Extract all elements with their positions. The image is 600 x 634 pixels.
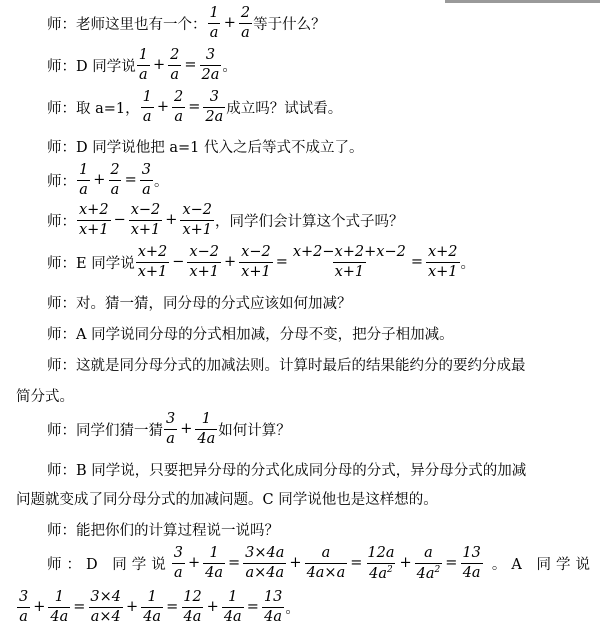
math-operator: +	[187, 555, 201, 572]
denominator: 4a	[143, 608, 162, 625]
line-15: 师：能把你们的计算过程说一说吗？	[47, 523, 279, 539]
denominator: 4a×a	[306, 564, 346, 581]
fraction	[141, 590, 163, 624]
fraction	[164, 412, 177, 446]
fraction	[415, 546, 443, 581]
denominator: a	[166, 430, 175, 447]
math-operator: =	[350, 555, 363, 572]
denominator: $4a^2$	[369, 564, 393, 582]
math-operator: +	[399, 555, 412, 572]
fraction	[243, 546, 286, 580]
fraction	[48, 590, 70, 624]
math-operator: +	[126, 599, 139, 615]
fraction	[140, 163, 153, 197]
denominator: 4a	[197, 430, 216, 447]
fraction	[365, 546, 396, 581]
fraction	[426, 245, 460, 279]
numerator: x+2	[79, 202, 109, 218]
denominator: a×4a	[245, 564, 285, 581]
line-5: 师： $\frac{1}{a}$ + $\frac{2}{a}$ = $\frac{3}{a}$ 。	[47, 162, 169, 198]
top-bar-fragment	[445, 0, 600, 3]
line-1	[47, 6, 326, 40]
fraction	[222, 590, 244, 624]
fraction	[203, 546, 225, 580]
math-operator: +	[223, 15, 236, 31]
fraction	[181, 590, 203, 624]
numerator: 1	[142, 89, 152, 105]
fraction	[77, 163, 90, 197]
math-operator: =	[184, 57, 197, 73]
denominator: 4a	[50, 608, 69, 625]
fraction	[305, 546, 348, 580]
denominator: a	[241, 24, 250, 41]
fraction	[239, 245, 273, 279]
denominator: x+1	[334, 263, 365, 280]
fraction	[172, 546, 185, 580]
line-9: 师：A 同学说同分母的分式相加减，分母不变，把分子相加减。	[47, 327, 454, 343]
numerator: x+2	[137, 244, 168, 260]
denominator: 4a	[223, 608, 242, 625]
line-14: 问题就变成了同分母分式的加减问题。C 同学说他也是这样想的。	[16, 492, 438, 508]
numerator: 1	[209, 545, 219, 562]
math-operator: =	[410, 254, 423, 270]
fraction	[168, 48, 181, 82]
math-operator: +	[289, 555, 302, 572]
numerator: x−2	[182, 202, 212, 218]
math-operator: =	[73, 599, 86, 615]
numerator: 12a	[367, 545, 395, 561]
numerator: 1	[147, 589, 157, 605]
denominator: x+1	[241, 263, 271, 280]
numerator: 2	[240, 5, 251, 21]
math-operator: +	[223, 254, 237, 270]
denominator: a	[170, 66, 180, 83]
numerator: 1	[138, 47, 148, 63]
line-2: 师：D 同学说 $\frac{1}{a}$ + $\frac{2}{a}$ = $\frac{3}{2a}$ 。	[47, 47, 237, 83]
denominator: a	[142, 108, 152, 125]
fraction	[136, 245, 170, 279]
fraction-1-over-a	[208, 6, 221, 40]
line-1-suffix: 等于什么？	[253, 16, 326, 33]
denominator: $4a^2$	[416, 564, 441, 582]
numerator: 13	[462, 545, 481, 562]
fraction	[180, 203, 214, 237]
fraction	[203, 90, 225, 124]
math-operator: +	[180, 421, 193, 437]
denominator: x+1	[189, 263, 219, 280]
line-1-prefix: 师：老师这里也有一个：	[47, 16, 207, 33]
fraction	[200, 48, 222, 82]
math-operator: +	[152, 57, 166, 73]
numerator: 3	[141, 162, 152, 178]
numerator: 3	[209, 89, 219, 105]
fraction	[262, 590, 284, 624]
numerator: 3×4a	[245, 545, 285, 562]
numerator: x+2−x+2+x−2	[292, 244, 406, 260]
numerator: 1	[228, 589, 238, 605]
denominator: a	[110, 181, 120, 198]
numerator: 3	[205, 47, 216, 63]
math-operator: +	[206, 599, 219, 615]
line-4: 师：D 同学说他把 a=1 代入之后等式不成立了。	[47, 140, 364, 156]
denominator: 2a	[201, 66, 220, 83]
numerator: 13	[263, 589, 283, 605]
fraction	[172, 90, 185, 124]
math-operator: =	[228, 555, 241, 572]
math-operator: =	[275, 254, 288, 270]
math-operator: +	[165, 212, 178, 228]
line-13: 师：B 同学说，只要把异分母的分式化成同分母的分式，异分母分式的加减	[47, 463, 527, 479]
line-16: 师：D 同学说 $\frac{3}{a}$ + $\frac{1}{4a}$ = $\frac{3\times 4a}{a\times 4a}$ + $\frac{a}{4a\times a}$ = $\frac{12a}{4a^2}$ + $\frac{a}{4a^2}$ = $\frac{13}{4a}$ 。A 同学说	[47, 545, 595, 582]
denominator: x+1	[427, 263, 458, 280]
line-7: 师：E 同学说 $\frac{x+2}{x+1}$ − $\frac{x-2}{x+1}$ + $\frac{x-2}{x+1}$ = $\frac{x+2-x+2+x-2}{x+1}$ = $\frac{x+2}{x+1}$ 。	[47, 244, 476, 280]
numerator: x+2	[427, 244, 458, 260]
fraction	[460, 546, 482, 580]
numerator: x−2	[130, 202, 161, 218]
numerator: 1	[54, 589, 64, 605]
denominator: a	[209, 24, 219, 41]
numerator: x−2	[241, 244, 271, 260]
math-operator: −	[113, 212, 126, 228]
numerator: 3×4	[90, 589, 122, 605]
fraction	[88, 590, 123, 624]
fraction	[129, 203, 163, 237]
line-6: 师： $\frac{x+2}{x+1}$ − $\frac{x-2}{x+1}$ + $\frac{x-2}{x+1}$ ，同学们会计算这个式子吗？	[47, 202, 404, 238]
denominator: a	[139, 66, 148, 83]
math-operator: =	[445, 555, 458, 572]
denominator: a	[19, 608, 28, 625]
line-17: $\frac{3}{a}$ + $\frac{1}{4a}$ = $\frac{3\times 4}{a\times 4}$ + $\frac{1}{4a}$ = $\frac{12}{4a}$ + $\frac{1}{4a}$ = $\frac{13}{4a}$ 。	[19, 589, 300, 625]
denominator: a	[174, 108, 183, 125]
line-10: 师：这就是同分母分式的加减法则。计算时最后的结果能约分的要约分成最	[47, 358, 526, 374]
fraction	[108, 163, 121, 197]
numerator: a	[424, 545, 433, 561]
denominator: a×4	[90, 608, 121, 625]
denominator: 2a	[205, 108, 224, 125]
fraction	[195, 412, 217, 446]
denominator: a	[174, 564, 183, 581]
denominator: 4a	[264, 608, 283, 625]
fraction	[187, 245, 221, 279]
numerator: 1	[79, 162, 89, 178]
fraction	[17, 590, 30, 624]
line-12: 师：同学们猜一猜 $\frac{3}{a}$ + $\frac{1}{4a}$ 如何计算？	[47, 411, 291, 447]
math-operator: +	[156, 99, 170, 115]
numerator: 1	[201, 411, 211, 427]
math-operator: −	[172, 254, 185, 270]
denominator: 4a	[205, 564, 223, 581]
fraction	[137, 48, 150, 82]
denominator: x+1	[137, 263, 168, 280]
numerator: 1	[209, 5, 219, 21]
fraction	[77, 203, 111, 237]
numerator: 3	[19, 589, 29, 605]
numerator: 3	[166, 411, 176, 427]
line-3: 师：取 a=1， $\frac{1}{a}$ + $\frac{2}{a}$ = $\frac{3}{2a}$ 成立吗？试试看。	[47, 89, 343, 125]
math-operator: =	[124, 172, 137, 188]
denominator: x+1	[182, 221, 212, 238]
numerator: 12	[183, 589, 202, 605]
math-operator: =	[188, 99, 201, 115]
numerator: x−2	[189, 244, 219, 260]
math-operator: +	[33, 599, 46, 615]
numerator: 2	[174, 89, 184, 105]
denominator: 4a	[183, 608, 202, 625]
fraction-2-over-a	[239, 6, 252, 40]
denominator: 4a	[462, 564, 481, 581]
math-operator: =	[246, 599, 259, 615]
line-11: 简分式。	[16, 389, 74, 405]
fraction	[291, 245, 408, 279]
denominator: a	[79, 181, 88, 198]
line-8: 师：对。猜一猜，同分母的分式应该如何加减？	[47, 296, 352, 312]
numerator: 3	[173, 545, 183, 562]
math-operator: =	[166, 599, 179, 615]
fraction	[141, 90, 154, 124]
math-operator: +	[93, 172, 106, 188]
denominator: a	[142, 181, 151, 198]
denominator: x+1	[79, 221, 109, 238]
numerator: 2	[170, 47, 180, 63]
denominator: x+1	[130, 221, 161, 238]
numerator: a	[321, 545, 331, 562]
numerator: 2	[110, 162, 120, 178]
